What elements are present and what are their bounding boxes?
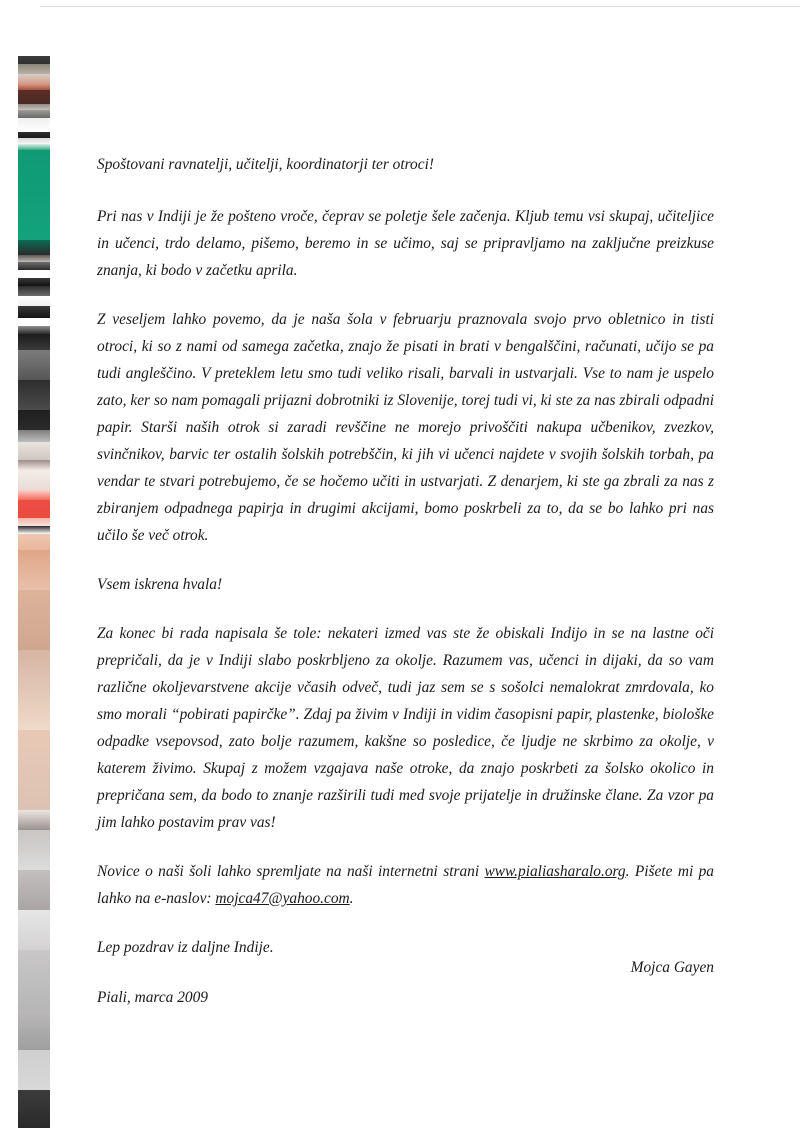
scan-top-edge: [40, 6, 800, 7]
email-link[interactable]: mojca47@yahoo.com: [215, 890, 350, 907]
letter-body: [97, 151, 714, 961]
paragraph-3: Za konec bi rada napisala še tole: nekateri izmed vas ste že obiskali Indijo in se na lastne oči prepričali, da je v Indiji slabo poskrbljeno za okolje. Razumem vas, učenci in dijaki, da so vam različne okoljevarstvene akcije včasih odveč, tudi jaz sem se s sošolci nemalokrat zmrdovala, ko smo morali “pobirati papirčke”. Zdaj pa živim v Indiji in vidim časopisni papir, plastenke, biološke odpadke vsepovsod, zato bolje razumem, kakšne so posledice, če ljudje ne skrbimo za okolje, v katerem živimo. Skupaj z možem vzgajava naše otroke, da znajo poskrbeti za šolsko okolico in prepričana sem, da bodo to znanje razširili tudi med svoje prijatelje in družinske člane. Za vzor pa jim lahko postavim prav vas!: [97, 625, 714, 831]
contact-intro: Novice o naši šoli lahko spremljate na naši internetni strani: [97, 863, 480, 880]
scan-edge-strip: [18, 50, 50, 1128]
place-date: Piali, marca 2009: [97, 989, 209, 1006]
thanks-line: Vsem iskrena hvala!: [97, 576, 223, 593]
website-link[interactable]: www.pialiasharalo.org: [484, 863, 626, 880]
contact-paragraph: [97, 858, 714, 912]
contact-end: .: [349, 890, 354, 907]
closing: Lep pozdrav iz daljne Indije.: [97, 939, 274, 956]
greeting: Spoštovani ravnatelji, učitelji, koordinatorji ter otroci!: [97, 156, 434, 173]
signature: Mojca Gayen: [630, 959, 714, 976]
contact-middle: . Pišete mi pa lahko na e-naslov:: [97, 863, 714, 907]
paragraph-1: Pri nas v Indiji je že pošteno vroče, čeprav se poletje šele začenja. Kljub temu vsi skupaj, učiteljice in učenci, trdo delamo, pišemo, beremo in se učimo, saj se pripravljamo na zaključne preizkuse znanja, ki bodo v začetku aprila.: [97, 208, 714, 279]
paragraph-2: Z veseljem lahko povemo, da je naša šola v februarju praznovala svojo prvo obletnico in tisti otroci, ki so z nami od samega začetka, znajo že pisati in brati v bengalščini, računati, učijo se pa tudi angleščino. V preteklem letu smo tudi veliko risali, barvali in ustvarjali. Vse to nam je uspelo zato, ker so nam pomagali prijazni dobrotniki iz Slovenije, torej tudi vi, ki ste za nas zbirali odpadni papir. Starši naših otrok si zaradi revščine ne morejo privoščiti nakupa učbenikov, zvezkov, svinčnikov, barvic ter ostalih šolskih potrebščin, ki jih vi učenci najdete v svojih šolskih torbah, pa vendar te stvari potrebujemo, če se hočemo učiti in ustvarjati. Z denarjem, ki ste ga zbrali za nas z zbiranjem odpadnega papirja in drugimi akcijami, bomo poskrbeli za to, da se bo lahko pri nas učilo še več otrok.: [97, 311, 714, 544]
